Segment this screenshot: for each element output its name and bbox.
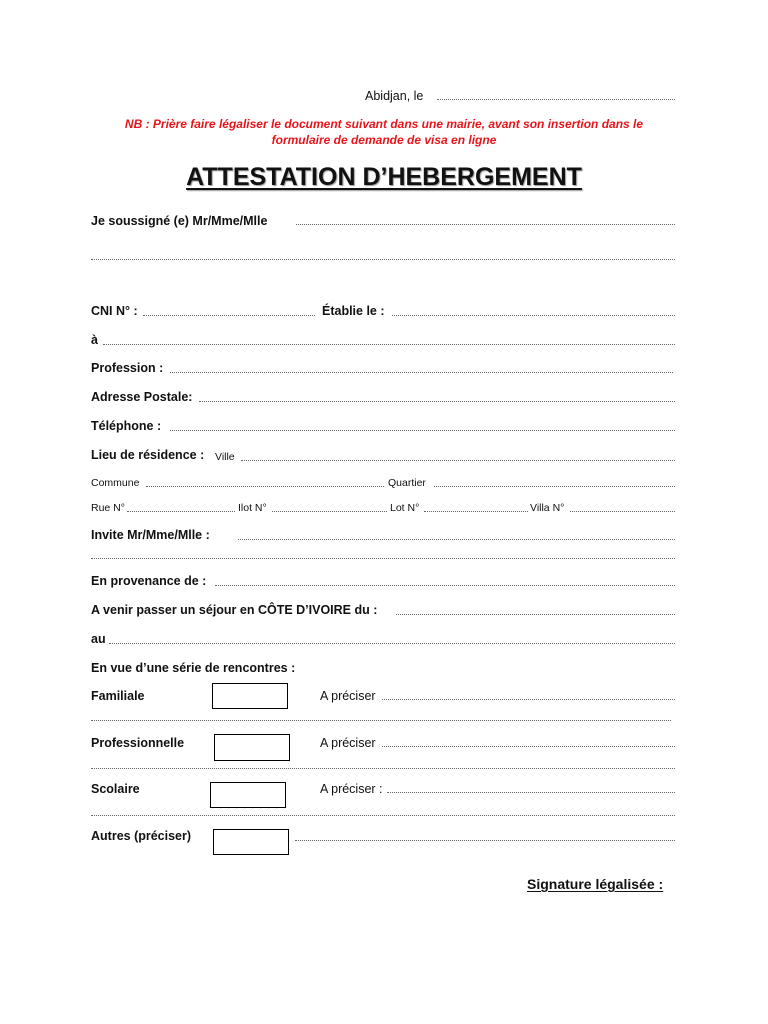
lot-label: Lot N° — [390, 502, 420, 514]
option-familiale-line-2[interactable] — [91, 720, 671, 721]
option-autres-line[interactable] — [295, 840, 675, 841]
rue-line[interactable] — [127, 511, 235, 512]
quartier-label: Quartier — [388, 477, 426, 489]
date-fill-line[interactable] — [437, 99, 675, 100]
etablie-label: Établie le : — [322, 304, 385, 318]
profession-line[interactable] — [170, 372, 673, 373]
signature-label: Signature légalisée : — [527, 876, 664, 892]
a-line[interactable] — [103, 344, 675, 345]
document-title: ATTESTATION D’HEBERGEMENT — [186, 163, 582, 191]
soussigne-line[interactable] — [296, 224, 675, 225]
commune-label: Commune — [91, 477, 140, 489]
option-scolaire-checkbox[interactable] — [210, 782, 286, 808]
telephone-label: Téléphone : — [91, 419, 162, 433]
villa-label: Villa N° — [530, 502, 565, 514]
au-label: au — [91, 632, 106, 646]
option-professionnelle-preciser-label: A préciser — [320, 736, 376, 750]
option-familiale-label: Familiale — [91, 689, 145, 703]
invite-line[interactable] — [238, 539, 675, 540]
option-scolaire-label: Scolaire — [91, 782, 140, 796]
adresse-label: Adresse Postale: — [91, 390, 193, 404]
option-familiale-checkbox[interactable] — [212, 683, 288, 709]
ilot-line[interactable] — [272, 511, 387, 512]
option-professionnelle-label: Professionnelle — [91, 736, 185, 750]
au-line[interactable] — [109, 643, 675, 644]
option-scolaire-line-2[interactable] — [91, 815, 675, 816]
option-scolaire-preciser-line[interactable] — [387, 792, 675, 793]
ville-label: Ville — [215, 451, 235, 463]
adresse-line[interactable] — [199, 401, 675, 402]
sejour-line[interactable] — [396, 614, 675, 615]
ilot-label: Ilot N° — [238, 502, 267, 514]
villa-line[interactable] — [570, 511, 675, 512]
invite-label: Invite Mr/Mme/Mlle : — [91, 528, 210, 542]
option-professionnelle-checkbox[interactable] — [214, 734, 290, 761]
legalization-notice — [80, 116, 688, 148]
provenance-line[interactable] — [215, 585, 675, 586]
telephone-line[interactable] — [170, 430, 675, 431]
option-autres-label: Autres (préciser) — [91, 829, 192, 843]
option-familiale-preciser-label: A préciser — [320, 689, 376, 703]
rue-label: Rue N° — [91, 502, 125, 514]
option-scolaire-preciser-label: A préciser : — [320, 782, 383, 796]
quartier-line[interactable] — [434, 486, 675, 487]
rencontres-label: En vue d’une série de rencontres : — [91, 661, 296, 675]
cni-line[interactable] — [143, 315, 315, 316]
soussigne-label: Je soussigné (e) Mr/Mme/Mlle — [91, 214, 268, 228]
sejour-label: A venir passer un séjour en CÔTE D’IVOIRE du : — [91, 603, 378, 617]
option-familiale-preciser-line[interactable] — [382, 699, 675, 700]
notice-line-1: NB : Prière faire légaliser le document suivant dans une mairie, avant son insertion dans le — [124, 117, 644, 131]
a-label: à — [91, 333, 98, 347]
soussigne-line-2[interactable] — [91, 259, 675, 260]
invite-line-2[interactable] — [91, 558, 675, 559]
profession-label: Profession : — [91, 361, 164, 375]
etablie-line[interactable] — [392, 315, 675, 316]
cni-label: CNI N° : — [91, 304, 138, 318]
option-professionnelle-line-2[interactable] — [91, 768, 675, 769]
lot-line[interactable] — [424, 511, 528, 512]
lieu-label: Lieu de résidence : — [91, 448, 205, 462]
provenance-label: En provenance de : — [91, 574, 207, 588]
ville-line[interactable] — [241, 460, 675, 461]
document-title-wrap — [0, 163, 768, 192]
notice-line-2: formulaire de demande de visa en ligne — [271, 133, 497, 147]
place-date-label: Abidjan, le — [365, 89, 424, 103]
commune-line[interactable] — [146, 486, 384, 487]
option-professionnelle-preciser-line[interactable] — [382, 746, 675, 747]
option-autres-checkbox[interactable] — [213, 829, 289, 855]
